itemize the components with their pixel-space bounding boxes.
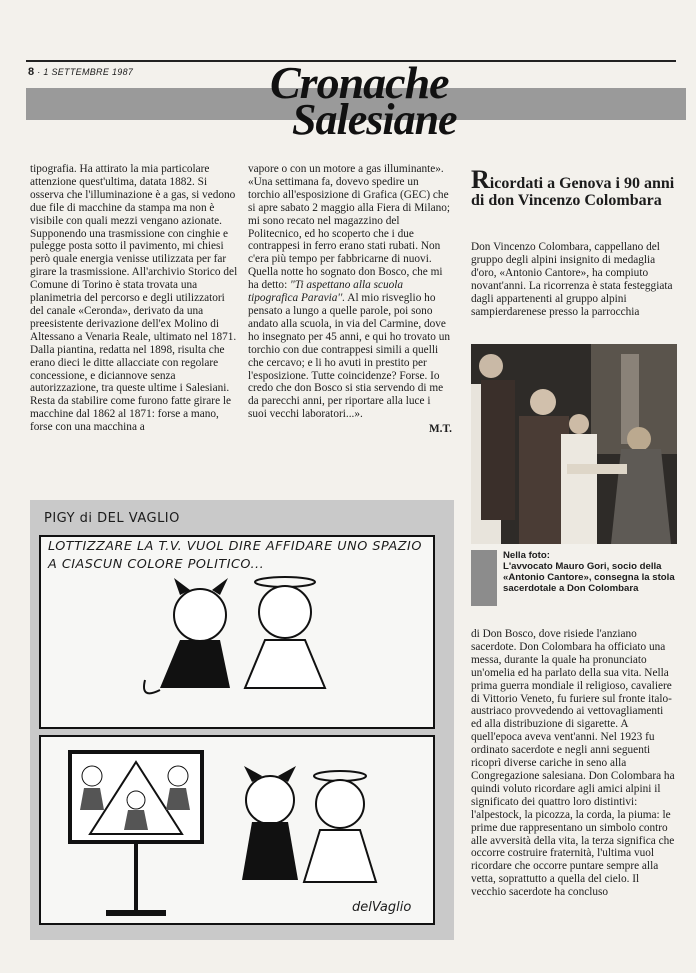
headline-drop-cap: R [471, 165, 490, 194]
cartoon-title: PIGY di DEL VAGLIO [44, 511, 180, 526]
page-reference: 8 · 1 SETTEMBRE 1987 [28, 66, 134, 78]
article-headline: Ricordati a Genova i 90 anni di don Vincenzo Colombara [471, 165, 675, 209]
article-column-1 [30, 163, 238, 434]
caption-marker [471, 550, 497, 606]
photo-caption [503, 550, 678, 594]
quoted-dream: "Ti aspettano alla scuola tipografica Paravia''. [248, 279, 404, 305]
issue-date: 1 SETTEMBRE 1987 [43, 67, 134, 77]
column-2-paragraph-2: «Una settimana fa, dovevo spedire un torchio all'esposizione di Grafica (GEC) che si apre sabato 2 maggio alla Fiera di Milano; mi sono recato nel magazzino del Politecnico, ed ho scoperto che i due contrappesi in ferro erano stati rubati. Non c'era più tempo per fabbricarne di nuovi. Quella notte ho sognato don Bosco, che mi ha detto: "Ti aspettano alla scuola tipografica Paravia''. Al mio risveglio ho pensato a lungo a quelle parole, poi sono andato alla scuola, in via del Carmine, dove ho insegnato per 45 anni, e qui ho trovato un torchio con due contrappesi simili a quelli che cercavo; e li ho avuti in prestito per l'esposizione. Tutte coincidenze? Forse. Io credo che don Bosco si stia servendo di me da parecchi anni, per riportare alla luce i suoi vecchi laboratori...». [248, 175, 451, 421]
article-body: di Don Bosco, dove risiede l'anziano sacerdote. Don Colombara ha officiato una messa, durante la quale ha pronunciato un'omelia ed ha parlato della sua vita. Nella prima guerra mondiale il religioso, cavaliere di Vittorio Veneto, fu furiere sul fronte italo-austriaco provvedendo ai vettovagliamenti ed alla distribuzione di sigarette. A quell'epoca aveva vent'anni. Nel 1923 fu ordinato sacerdote e negli anni seguenti ricoprì diverse cariche in seno alla Congregazione salesiana. Don Colombara ha quindi voluto ricordare agli amici alpini il significato dei quattro loro distintivi: l'alpestock, la picozza, la corda, la piuma: le prime due rappresentano un simbolo contro alle avversità della vita, la terza significa che occorre costruire fraternità, l'ultima vuol ricordare che occorre puntare sempre alla vetta, soprattutto a quella del cielo. Il vecchio sacerdote ha concluso [471, 628, 675, 899]
column-2-paragraph-1: vapore o con un motore a gas illuminante». [248, 163, 444, 175]
caption-label: Nella foto: [503, 550, 550, 561]
masthead-line2: Salesiane [292, 95, 457, 144]
masthead-line1: Cronache [270, 57, 449, 108]
speech-bubble-text: LOTTIZZARE LA T.V. VUOL DIRE AFFIDARE UNO SPAZIO A CIASCUN COLORE POLITICO... [48, 539, 422, 572]
cartoonist-signature: delVaglio [352, 900, 412, 915]
column-1-text: tipografia. Ha attirato la mia particolare attenzione quest'ultima, datata 1882. Si osserva che l'illuminazione è a gas, si vedono due file di macchine da stampa ma non è visibile con quali mezzi vengano azionate. Supponendo una trasmissione con cinghie e pulegge posta sotto il pavimento, mi chiesi però quale energia venisse utilizzata per far girare la trasmissione. All'archivio Storico del Comune di Torino è stata trovata una planimetria del percorso e degli utilizzatori del canale «Ceronda», derivato da una preesistente derivazione dell'ex Molino di Altessano a Venaria Reale, ultimato nel 1871. Dalla piantina, redatta nel 1898, risulta che erano dieci le ditte allacciate con regolare concessione, e diciannove senza autorizzazione, tra queste ultime i Salesiani. Resta da stabilire come furono fatte girare le macchine dal 1862 al 1871: forse a mano, forse con una macchina a [30, 163, 238, 434]
ceremony-photo [471, 344, 677, 544]
page-number: 8 [28, 66, 35, 78]
article-intro: Don Vincenzo Colombara, cappellano del gruppo degli alpini insignito di medaglia d'oro, «Antonio Cantore», ha compiuto novant'anni. La ricorrenza è stata festeggiata dagli appartenenti al gruppo alpini sampierdarenese presso la parrocchia [471, 241, 673, 318]
masthead [262, 56, 462, 146]
author-initials: M.T. [428, 423, 452, 436]
article-column-2 [248, 163, 452, 436]
caption-text: L'avvocato Mauro Gori, socio della «Antonio Cantore», consegna la stola sacerdotale a Don Colombara [503, 561, 675, 594]
